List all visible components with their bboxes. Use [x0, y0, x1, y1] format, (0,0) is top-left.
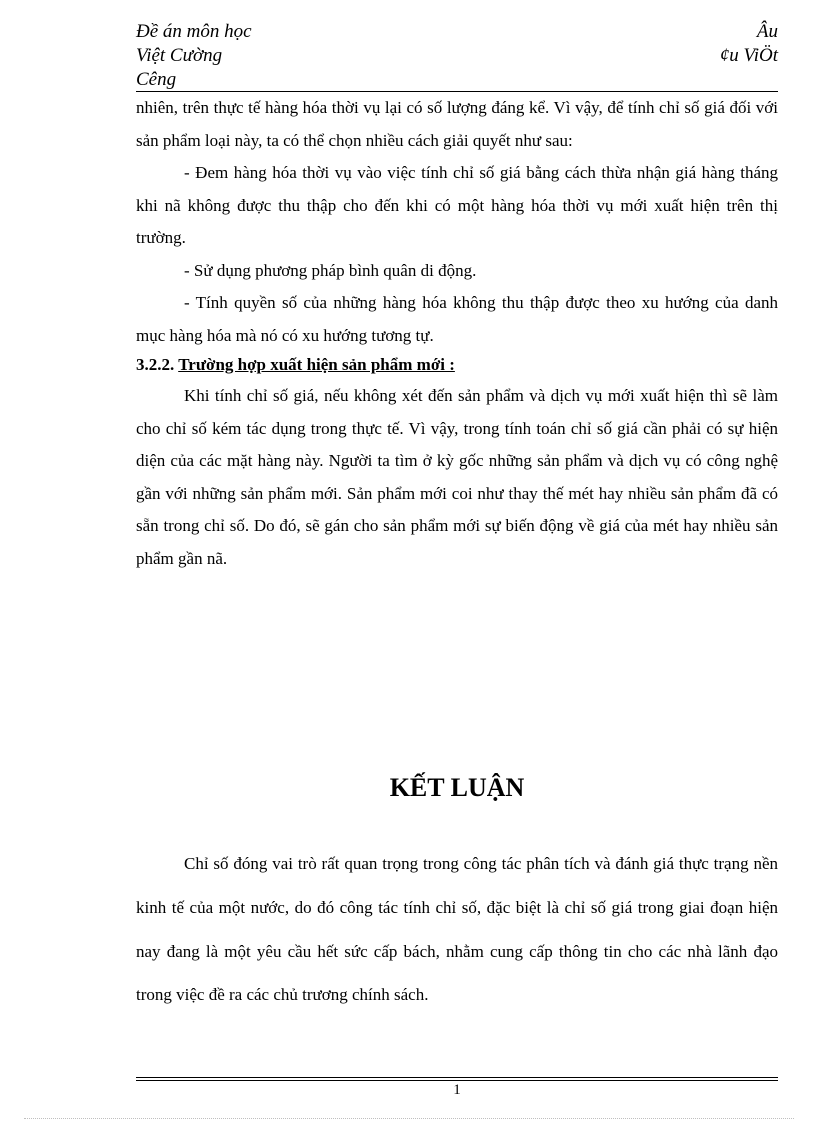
conclusion-title: KẾT LUẬN [389, 773, 525, 802]
section-number: 3.2.2. [136, 355, 175, 374]
paragraph-option-3: - Tính quyền số của những hàng hóa không thu thập được theo xu hướng của danh mục hàng hóa mà nó có xu hướng tương tự. [136, 293, 778, 345]
footer-rule-top [136, 1077, 778, 1078]
header-right [578, 20, 778, 68]
header-right-line-1: Âu [756, 21, 778, 42]
body-block-section [136, 380, 778, 575]
section-heading [136, 353, 778, 377]
conclusion-text: Chỉ số đóng vai trò rất quan trọng trong công tác phân tích và đánh giá thực trạng nền kinh tế của một nước, do đó công tác tính chỉ số, đặc biệt là chỉ số giá trong giai đoạn hiện nay đang là một yêu cầu hết sức cấp bách, nhằm cung cấp thông tin cho các nhà lãnh đạo trong việc đề ra các chủ trương chính sách. [136, 854, 778, 1005]
header-left-line-2: Việt Cường [136, 45, 223, 66]
page-edge-divider [24, 1118, 794, 1119]
header-right-line-2: ¢u ViÖt [719, 45, 778, 66]
body-block-conclusion [136, 842, 778, 1017]
section-title: Trường hợp xuất hiện sản phẩm mới : [178, 355, 455, 374]
header-left-line-1: Đề án môn học [136, 21, 252, 42]
page-number: 1 [453, 1082, 461, 1098]
header-left-line-3: Cêng [136, 69, 177, 90]
paragraph-continuation: nhiên, trên thực tế hàng hóa thời vụ lại có số lượng đáng kể. Vì vậy, để tính chỉ số giá đối với sản phẩm loại này, ta có thể chọn nhiều cách giải quyết như sau: [136, 98, 778, 150]
paragraph-option-1: - Đem hàng hóa thời vụ vào việc tính chỉ số giá bằng cách thừa nhận giá hàng tháng khi nã không được thu thập cho đến khi có một hàng hóa thời vụ mới xuất hiện trên thị trường. [136, 163, 778, 247]
body-block-intro [136, 92, 778, 352]
paragraph-option-2: - Sử dụng phương pháp bình quân di động. [184, 260, 477, 280]
paragraph-new-products: Khi tính chỉ số giá, nếu không xét đến sản phẩm và dịch vụ mới xuất hiện thì sẽ làm cho chỉ số kém tác dụng trong thực tế. Vì vậy, trong tính toán chỉ số giá cần phải có sự hiện diện của các mặt hàng này. Người ta tìm ở kỳ gốc những sản phẩm và dịch vụ có công nghệ gần với những sản phẩm mới. Sản phẩm mới coi như thay thế mét hay nhiều sản phẩm đã có sẵn trong chỉ số. Do đó, sẽ gán cho sản phẩm mới sự biến động về giá của mét hay nhiều sản phẩm gần nã. [136, 386, 778, 568]
header-left [136, 20, 436, 92]
